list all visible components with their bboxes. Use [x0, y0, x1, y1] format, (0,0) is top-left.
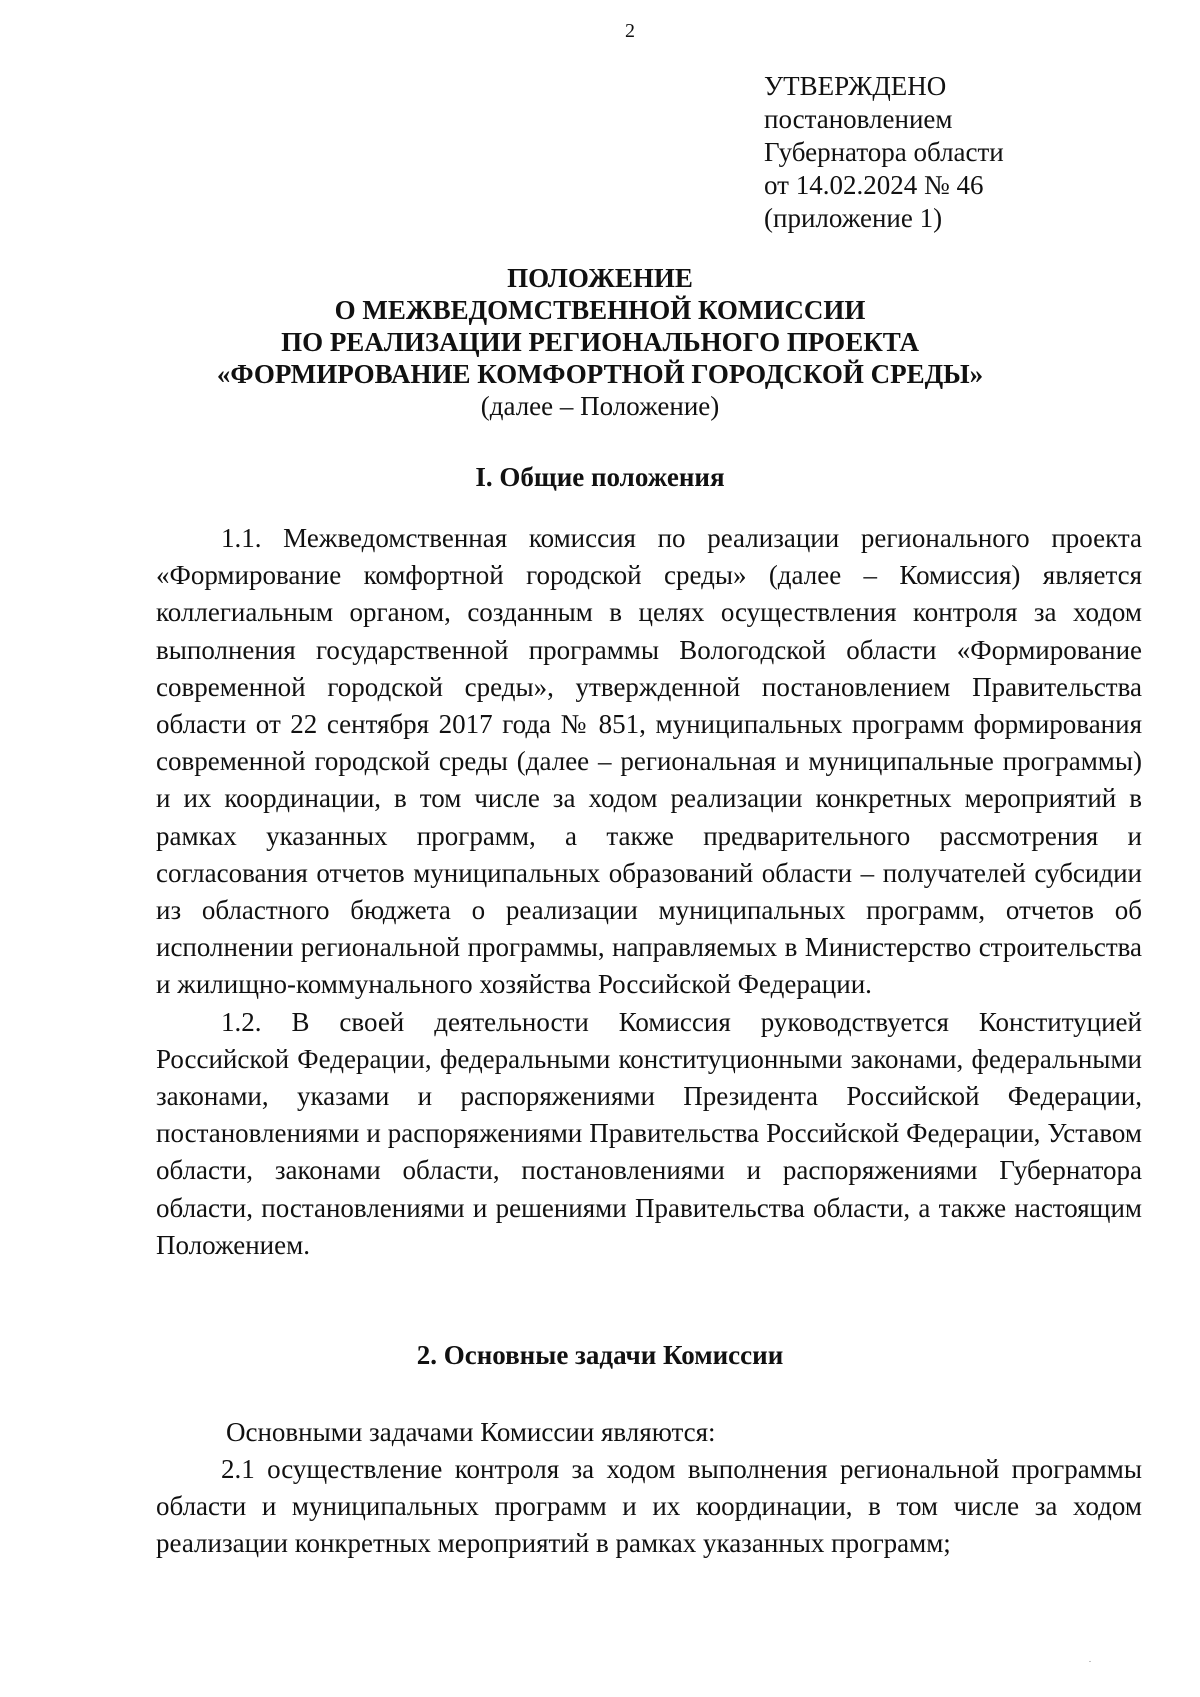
- approval-line: постановлением: [764, 104, 953, 134]
- title-line: «ФОРМИРОВАНИЕ КОМФОРТНОЙ ГОРОДСКОЙ СРЕДЫ»: [216, 359, 984, 389]
- document-title: [140, 262, 1060, 422]
- title-line: ПОЛОЖЕНИЕ: [507, 263, 693, 293]
- approval-line: УТВЕРЖДЕНО: [764, 71, 947, 101]
- approval-line: Губернатора области: [764, 137, 1004, 167]
- title-line: О МЕЖВЕДОМСТВЕННОЙ КОМИССИИ: [334, 295, 866, 325]
- title-line: ПО РЕАЛИЗАЦИИ РЕГИОНАЛЬНОГО ПРОЕКТА: [281, 327, 919, 357]
- paragraph-2-1: 2.1 осуществление контроля за ходом выполнения региональной программы области и муниципальных программ и их координации, в том числе за ходом реализации конкретных мероприятий в рамках указанных программ;: [156, 1454, 1142, 1559]
- approval-stamp-block: [764, 70, 1004, 235]
- section-heading-tasks: 2. Основные задачи Комиссии: [416, 1340, 784, 1370]
- section-general-body: [156, 520, 1142, 1264]
- paragraph-1-1: 1.1. Межведомственная комиссия по реализации регионального проекта «Формирование комфортной городской среды» (далее – Комиссия) является коллегиальным органом, созданным в целях осуществления контроля за ходом выполнения государственной программы Вологодской области «Формирование современной городской среды», утвержденной постановлением Правительства области от 22 сентября 2017 года № 851, муниципальных программ формирования современной городской среды (далее – региональная и муниципальные программы) и их координации, в том числе за ходом реализации конкретных мероприятий в рамках указанных программ, а также предварительного рассмотрения и согласования отчетов муниципальных образований области – получателей субсидии из областного бюджета о реализации муниципальных программ, отчетов об исполнении региональной программы, направляемых в Министерство строительства и жилищно-коммунального хозяйства Российской Федерации.: [156, 523, 1142, 1000]
- approval-line: (приложение 1): [764, 203, 943, 233]
- section-tasks-body: [156, 1451, 1142, 1563]
- approval-line: от 14.02.2024 № 46: [764, 170, 984, 200]
- title-subtitle: (далее – Положение): [480, 391, 720, 421]
- paragraph-1-2: 1.2. В своей деятельности Комиссия руководствуется Конституцией Российской Федерации, федеральными конституционными законами, федеральными законами, указами и распоряжениями Президента Российской Федерации, постановлениями и распоряжениями Правительства Российской Федерации, Уставом области, законами области, постановлениями и распоряжениями Губернатора области, постановлениями и решениями Правительства области, а также настоящим Положением.: [156, 1006, 1142, 1260]
- page-number: 2: [625, 20, 635, 42]
- tasks-intro: Основными задачами Комиссии являются:: [226, 1417, 716, 1447]
- section-heading-general: I. Общие положения: [475, 462, 725, 492]
